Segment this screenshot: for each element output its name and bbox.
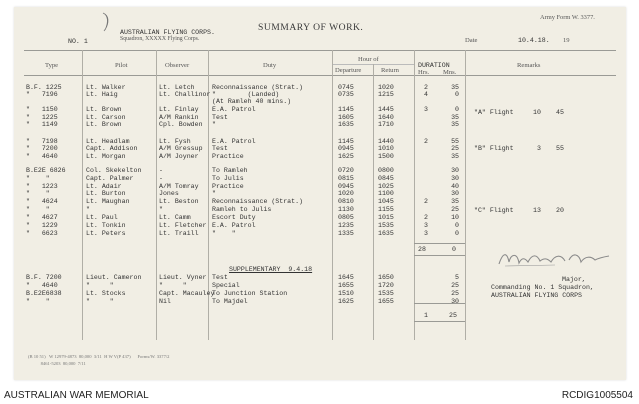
cell-type: " 1229 <box>26 222 58 229</box>
supplementary-total-hours: 1 <box>424 312 428 319</box>
col-return: Return <box>381 67 399 74</box>
cell-pilot: Lt. Carson <box>86 114 126 121</box>
cell-dep: 1145 <box>338 138 354 145</box>
cell-observer: A/M Tomray <box>159 183 199 190</box>
cell-type: " " <box>26 175 50 182</box>
col-duration: DURATION <box>418 62 450 69</box>
cell-ret: 1710 <box>378 121 394 128</box>
cell-type: " 7196 <box>26 91 58 98</box>
cell-duty: To Julis <box>212 175 244 182</box>
cell-pilot: Lt. Haig <box>86 91 118 98</box>
cell-duty: Practice <box>212 183 244 190</box>
cell-duty: To Majdel <box>212 298 248 305</box>
ink-mark-icon <box>100 12 112 32</box>
cell-ret: 1655 <box>378 298 394 305</box>
cell-mns: 25 <box>451 290 459 297</box>
date-label: Date <box>465 37 478 44</box>
cell-pilot: Lt. Headlam <box>86 138 130 145</box>
remark-c-hours: 13 <box>533 207 541 214</box>
cell-pilot: Col. Skekelton <box>86 167 142 174</box>
cell-observer: Nil <box>159 298 171 305</box>
cell-ret: 1045 <box>378 198 394 205</box>
cell-ret: 1155 <box>378 206 394 213</box>
cell-ret: 1025 <box>378 183 394 190</box>
cell-mns: 35 <box>451 198 459 205</box>
cell-hrs: 3 <box>424 106 428 113</box>
cell-duty: " (Landed) <box>212 91 280 98</box>
cell-ret: 1010 <box>378 145 394 152</box>
archive-name: AUSTRALIAN WAR MEMORIAL <box>4 390 149 401</box>
cell-pilot: Lt. Burton <box>86 190 126 197</box>
cell-observer: " <box>159 206 163 213</box>
cell-mns: 0 <box>455 222 459 229</box>
document-title: SUMMARY OF WORK. <box>258 22 364 33</box>
cell-pilot: Capt. Addison <box>86 145 138 152</box>
cell-mns: 0 <box>455 230 459 237</box>
remark-a-hours: 10 <box>533 109 541 116</box>
cell-observer: Jones <box>159 190 179 197</box>
cell-hrs: 2 <box>424 198 428 205</box>
cell-mns: 25 <box>451 206 459 213</box>
cell-type: B.E2E6838 <box>26 290 62 297</box>
col-hour-of: Hour of <box>358 56 379 63</box>
cell-observer: A/M Joyner <box>159 153 199 160</box>
cell-mns: 5 <box>455 274 459 281</box>
cell-dep: 0720 <box>338 167 354 174</box>
cell-mns: 30 <box>451 167 459 174</box>
cell-observer: " " <box>159 282 187 289</box>
col-hrs: Hrs. <box>418 69 430 76</box>
cell-ret: 1445 <box>378 106 394 113</box>
cell-duty: " <box>212 190 216 197</box>
army-form-label: Army Form W. 3377. <box>540 14 595 21</box>
cell-observer: Lt. Camm <box>159 214 191 221</box>
cell-type: " 4627 <box>26 214 58 221</box>
year-suffix: 19 <box>563 37 570 44</box>
cell-observer: A/M Rankin <box>159 114 199 121</box>
cell-duty: Reconnaissance (Strat.) <box>212 198 304 205</box>
cell-type: B.F. 7200 <box>26 274 62 281</box>
print-note-2: 8461-5203 80,000 7/11 <box>28 361 86 366</box>
cell-ret: 1635 <box>378 230 394 237</box>
cell-dep: 1655 <box>338 282 354 289</box>
cell-dep: 1335 <box>338 230 354 237</box>
cell-pilot: Lt. Stocks <box>86 290 126 297</box>
remark-a-minutes: 45 <box>556 109 564 116</box>
cell-ret: 1720 <box>378 282 394 289</box>
cell-type: " 7198 <box>26 138 58 145</box>
cell-mns: 40 <box>451 183 459 190</box>
cell-mns: 55 <box>451 138 459 145</box>
cell-ret: 1535 <box>378 222 394 229</box>
signature-rank: Major, <box>562 276 586 283</box>
cell-hrs: 4 <box>424 91 428 98</box>
cell-mns: 0 <box>455 91 459 98</box>
cell-type: B.F. 1225 <box>26 84 62 91</box>
cell-duty: Practice <box>212 153 244 160</box>
cell-type: " 4640 <box>26 153 58 160</box>
cell-type: " 6623 <box>26 230 58 237</box>
cell-duty: Special <box>212 282 240 289</box>
col-pilot: Pilot <box>115 62 128 69</box>
remark-b-hours: 3 <box>537 145 541 152</box>
cell-pilot: Lt. Maughan <box>86 198 130 205</box>
cell-duty: E.A. Patrol <box>212 138 256 145</box>
cell-duty: (At Ramleh 40 mins.) <box>212 98 292 105</box>
cell-dep: 1145 <box>338 106 354 113</box>
cell-observer: Capt. Macauley <box>159 290 215 297</box>
remark-b-minutes: 55 <box>556 145 564 152</box>
cell-observer: - <box>159 175 163 182</box>
total-hours: 28 <box>418 246 426 253</box>
cell-observer: Lt. Letch <box>159 84 195 91</box>
cell-ret: 1100 <box>378 190 394 197</box>
cell-observer: Lt. Traill <box>159 230 199 237</box>
squadron-number: NO. 1 <box>68 38 88 45</box>
cell-type: " 1225 <box>26 114 58 121</box>
cell-hrs: 2 <box>424 138 428 145</box>
cell-ret: 1215 <box>378 91 394 98</box>
cell-dep: 1605 <box>338 114 354 121</box>
cell-dep: 0810 <box>338 198 354 205</box>
cell-pilot: Lt. Brown <box>86 121 122 128</box>
cell-pilot: Lt. Peters <box>86 230 126 237</box>
cell-pilot: Capt. Palmer <box>86 175 134 182</box>
cell-dep: 1510 <box>338 290 354 297</box>
cell-type: " 7200 <box>26 145 58 152</box>
cell-ret: 1015 <box>378 214 394 221</box>
cell-type: " 4640 <box>26 282 58 289</box>
cell-dep: 1235 <box>338 222 354 229</box>
cell-duty: E.A. Patrol <box>212 106 256 113</box>
cell-pilot: Lt. Tonkin <box>86 222 126 229</box>
cell-dep: 1645 <box>338 274 354 281</box>
cell-dep: 1625 <box>338 153 354 160</box>
cell-pilot: Lt. Walker <box>86 84 126 91</box>
remark-c-minutes: 20 <box>556 207 564 214</box>
cell-mns: 35 <box>451 114 459 121</box>
supplementary-heading: SUPPLEMENTARY 9.4.18 <box>229 266 313 273</box>
cell-ret: 1650 <box>378 274 394 281</box>
cell-ret: 1440 <box>378 138 394 145</box>
cell-hrs: 2 <box>424 214 428 221</box>
cell-observer: A/M Gressup <box>159 145 203 152</box>
cell-duty: " " <box>212 230 236 237</box>
cell-dep: 0945 <box>338 145 354 152</box>
remark-b-flight: "B" Flight <box>474 145 514 152</box>
cell-type: B.E2E 6826 <box>26 167 66 174</box>
cell-pilot: Lt. Paul <box>86 214 118 221</box>
cell-ret: 1640 <box>378 114 394 121</box>
cell-duty: Test <box>212 274 228 281</box>
unit-squadron-line: Squadron, XXXXX Flying Corps. <box>120 36 200 42</box>
archive-id: RCDIG1005504 <box>561 390 633 401</box>
date-value: 10.4.18. <box>518 37 550 44</box>
cell-observer: Lt. Challinor <box>159 91 211 98</box>
unit-name: AUSTRALIAN FLYING CORPS. <box>120 29 215 36</box>
cell-observer: Lt. Fysh <box>159 138 191 145</box>
cell-mns: 25 <box>451 282 459 289</box>
cell-observer: Lt. Fletcher <box>159 222 207 229</box>
cell-mns: 25 <box>451 145 459 152</box>
cell-pilot: Lieut. Cameron <box>86 274 142 281</box>
cell-hrs: 3 <box>424 222 428 229</box>
col-departure: Departure <box>335 67 362 74</box>
cell-duty: Reconnaissance (Strat.) <box>212 84 304 91</box>
cell-hrs: 2 <box>424 84 428 91</box>
signature-corps: AUSTRALIAN FLYING CORPS <box>491 292 583 299</box>
cell-pilot: " " <box>86 298 114 305</box>
col-remarks: Remarks <box>517 62 541 69</box>
cell-pilot: " " <box>86 282 114 289</box>
cell-type: " " <box>26 298 50 305</box>
supplementary-total-minutes: 25 <box>449 312 457 319</box>
cell-dep: 1635 <box>338 121 354 128</box>
cell-ret: 0845 <box>378 175 394 182</box>
cell-observer: Cpl. Bowden <box>159 121 203 128</box>
cell-duty: Ramleh to Julis <box>212 206 272 213</box>
cell-duty: Test <box>212 114 228 121</box>
cell-type: " " <box>26 206 50 213</box>
cell-pilot: Lt. Morgan <box>86 153 126 160</box>
cell-duty: E.A. Patrol <box>212 222 256 229</box>
cell-duty: To Junction Station <box>212 290 288 297</box>
col-type: Type <box>45 62 59 69</box>
cell-mns: 35 <box>451 153 459 160</box>
cell-mns: 10 <box>451 214 459 221</box>
cell-ret: 1535 <box>378 290 394 297</box>
cell-observer: Lieut. Vyner <box>159 274 207 281</box>
cell-ret: 1020 <box>378 84 394 91</box>
cell-dep: 1020 <box>338 190 354 197</box>
cell-type: " 1223 <box>26 183 58 190</box>
cell-mns: 35 <box>451 121 459 128</box>
cell-hrs: 3 <box>424 230 428 237</box>
cell-pilot: Lt. Adair <box>86 183 122 190</box>
cell-ret: 0800 <box>378 167 394 174</box>
cell-type: " 4624 <box>26 198 58 205</box>
cell-pilot: Lt. Brown <box>86 106 122 113</box>
cell-dep: 1625 <box>338 298 354 305</box>
cell-type: " 1149 <box>26 121 58 128</box>
cell-mns: 35 <box>451 84 459 91</box>
cell-mns: 0 <box>455 106 459 113</box>
cell-type: " 1150 <box>26 106 58 113</box>
cell-dep: 0945 <box>338 183 354 190</box>
total-minutes: 0 <box>452 246 456 253</box>
cell-observer: Lt. Beston <box>159 198 199 205</box>
cell-mns: 30 <box>451 190 459 197</box>
cell-dep: 0815 <box>338 175 354 182</box>
cell-duty: To Ramleh <box>212 167 248 174</box>
cell-dep: 0745 <box>338 84 354 91</box>
cell-pilot: " <box>86 206 90 213</box>
print-note-1: (B 10 51) W 12979-4873 80,000 3/11 H W V(P 437) Forms/W. 3377/2 <box>28 354 170 359</box>
cell-dep: 0805 <box>338 214 354 221</box>
cell-duty: " <box>212 121 216 128</box>
cell-observer: - <box>159 167 163 174</box>
remark-c-flight: "C" Flight <box>474 207 514 214</box>
handwritten-signature <box>495 248 615 270</box>
signature-command: Commanding No. 1 Squadron, <box>491 284 594 291</box>
col-observer: Observer <box>165 62 190 69</box>
archive-footer <box>0 388 639 404</box>
cell-mns: 30 <box>451 175 459 182</box>
cell-mns: 30 <box>451 298 459 305</box>
col-mns: Mns. <box>443 69 457 76</box>
cell-duty: Test <box>212 145 228 152</box>
col-duty: Duty <box>263 62 277 69</box>
cell-dep: 0735 <box>338 91 354 98</box>
remark-a-flight: "A" Flight <box>474 109 514 116</box>
cell-type: " " <box>26 190 50 197</box>
cell-duty: Escort Duty <box>212 214 256 221</box>
cell-observer: Lt. Finlay <box>159 106 199 113</box>
cell-ret: 1500 <box>378 153 394 160</box>
cell-dep: 1130 <box>338 206 354 213</box>
